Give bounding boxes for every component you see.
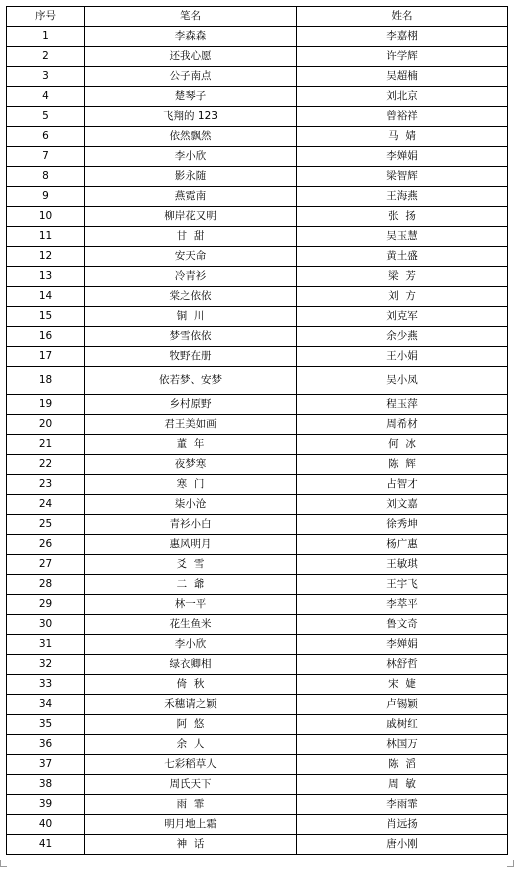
- cell-pen-name: 倚 秋: [85, 675, 297, 695]
- cell-pen-name: 楚琴子: [85, 87, 297, 107]
- cell-pen-name: 影永随: [85, 167, 297, 187]
- cell-pen-name: 余 人: [85, 735, 297, 755]
- table-row: [7, 167, 508, 187]
- table-row: [7, 367, 508, 395]
- table-row: [7, 795, 508, 815]
- cell-pen-name: 神 话: [85, 835, 297, 855]
- cell-index: 33: [7, 675, 85, 695]
- table-row: [7, 735, 508, 755]
- table-header-row: [7, 7, 508, 27]
- table-row: [7, 107, 508, 127]
- cell-real-name: 卢锡颖: [297, 695, 508, 715]
- page-corner-mark-left: [0, 860, 7, 867]
- cell-index: 14: [7, 287, 85, 307]
- table-row: [7, 835, 508, 855]
- cell-index: 1: [7, 27, 85, 47]
- cell-index: 32: [7, 655, 85, 675]
- cell-index: 24: [7, 495, 85, 515]
- cell-index: 5: [7, 107, 85, 127]
- cell-real-name: 王宇飞: [297, 575, 508, 595]
- cell-real-name: 黄土盛: [297, 247, 508, 267]
- table-row: [7, 635, 508, 655]
- cell-real-name: 吴小凤: [297, 367, 508, 395]
- table-row: [7, 307, 508, 327]
- cell-real-name: 张 扬: [297, 207, 508, 227]
- cell-real-name: 林国万: [297, 735, 508, 755]
- cell-index: 4: [7, 87, 85, 107]
- cell-pen-name: 李小欣: [85, 147, 297, 167]
- table-row: [7, 287, 508, 307]
- table-row: [7, 247, 508, 267]
- table-row: [7, 47, 508, 67]
- cell-pen-name: 梦雪依依: [85, 327, 297, 347]
- cell-pen-name: 董 年: [85, 435, 297, 455]
- cell-real-name: 徐秀坤: [297, 515, 508, 535]
- table-row: [7, 187, 508, 207]
- table-row: [7, 327, 508, 347]
- cell-real-name: 吴超楠: [297, 67, 508, 87]
- cell-real-name: 马 婧: [297, 127, 508, 147]
- cell-real-name: 李嘉栩: [297, 27, 508, 47]
- cell-real-name: 刘文嘉: [297, 495, 508, 515]
- cell-pen-name: 冷青衫: [85, 267, 297, 287]
- cell-real-name: 周希材: [297, 415, 508, 435]
- cell-index: 26: [7, 535, 85, 555]
- cell-index: 16: [7, 327, 85, 347]
- cell-pen-name: 依若梦、安梦: [85, 367, 297, 395]
- cell-index: 8: [7, 167, 85, 187]
- cell-real-name: 肖远扬: [297, 815, 508, 835]
- cell-index: 25: [7, 515, 85, 535]
- cell-index: 7: [7, 147, 85, 167]
- cell-real-name: 王海燕: [297, 187, 508, 207]
- cell-real-name: 程玉萍: [297, 395, 508, 415]
- header-pen-name: 笔名: [85, 7, 297, 27]
- table-row: [7, 147, 508, 167]
- cell-index: 21: [7, 435, 85, 455]
- cell-pen-name: 二 爺: [85, 575, 297, 595]
- cell-pen-name: 柒小沧: [85, 495, 297, 515]
- cell-index: 18: [7, 367, 85, 395]
- pen-name-table: [6, 6, 508, 855]
- cell-index: 10: [7, 207, 85, 227]
- cell-pen-name: 飞翔的 123: [85, 107, 297, 127]
- cell-pen-name: 周氏天下: [85, 775, 297, 795]
- table-row: [7, 575, 508, 595]
- table-row: [7, 415, 508, 435]
- table-row: [7, 27, 508, 47]
- table-row: [7, 435, 508, 455]
- header-index: 序号: [7, 7, 85, 27]
- cell-real-name: 占智才: [297, 475, 508, 495]
- cell-index: 11: [7, 227, 85, 247]
- cell-index: 23: [7, 475, 85, 495]
- cell-pen-name: 花生鱼米: [85, 615, 297, 635]
- cell-real-name: 曾裕祥: [297, 107, 508, 127]
- cell-real-name: 梁 芳: [297, 267, 508, 287]
- cell-real-name: 林舒哲: [297, 655, 508, 675]
- cell-real-name: 许学辉: [297, 47, 508, 67]
- cell-real-name: 李婵娟: [297, 635, 508, 655]
- cell-pen-name: 绿衣卿相: [85, 655, 297, 675]
- table-row: [7, 595, 508, 615]
- table-row: [7, 755, 508, 775]
- table-row: [7, 695, 508, 715]
- cell-index: 22: [7, 455, 85, 475]
- cell-real-name: 鲁文奇: [297, 615, 508, 635]
- header-real-name: 姓名: [297, 7, 508, 27]
- cell-real-name: 刘克军: [297, 307, 508, 327]
- cell-real-name: 陈 滔: [297, 755, 508, 775]
- table-row: [7, 555, 508, 575]
- table-row: [7, 615, 508, 635]
- cell-real-name: 吴玉慧: [297, 227, 508, 247]
- cell-index: 35: [7, 715, 85, 735]
- table-row: [7, 67, 508, 87]
- table-row: [7, 87, 508, 107]
- cell-index: 31: [7, 635, 85, 655]
- cell-pen-name: 明月地上霜: [85, 815, 297, 835]
- cell-pen-name: 还我心愿: [85, 47, 297, 67]
- cell-pen-name: 依然飘然: [85, 127, 297, 147]
- cell-pen-name: 雨 霏: [85, 795, 297, 815]
- cell-pen-name: 阿 悠: [85, 715, 297, 735]
- cell-real-name: 何 冰: [297, 435, 508, 455]
- cell-real-name: 李婵娟: [297, 147, 508, 167]
- table-row: [7, 127, 508, 147]
- cell-pen-name: 惠风明月: [85, 535, 297, 555]
- cell-pen-name: 棠之依依: [85, 287, 297, 307]
- cell-pen-name: 铜 川: [85, 307, 297, 327]
- cell-index: 13: [7, 267, 85, 287]
- table-row: [7, 675, 508, 695]
- cell-index: 15: [7, 307, 85, 327]
- cell-real-name: 戚树红: [297, 715, 508, 735]
- cell-real-name: 杨广惠: [297, 535, 508, 555]
- cell-index: 41: [7, 835, 85, 855]
- cell-index: 17: [7, 347, 85, 367]
- cell-index: 37: [7, 755, 85, 775]
- cell-index: 3: [7, 67, 85, 87]
- cell-real-name: 王小娟: [297, 347, 508, 367]
- document-page: [6, 6, 508, 855]
- cell-pen-name: 七彩稻草人: [85, 755, 297, 775]
- table-row: [7, 655, 508, 675]
- cell-index: 34: [7, 695, 85, 715]
- cell-pen-name: 燕霓南: [85, 187, 297, 207]
- cell-pen-name: 牧野在册: [85, 347, 297, 367]
- cell-real-name: 余少燕: [297, 327, 508, 347]
- cell-pen-name: 夜梦寒: [85, 455, 297, 475]
- table-row: [7, 775, 508, 795]
- cell-pen-name: 林一平: [85, 595, 297, 615]
- table-row: [7, 455, 508, 475]
- cell-pen-name: 禾穗请之颖: [85, 695, 297, 715]
- table-row: [7, 475, 508, 495]
- cell-pen-name: 青衫小白: [85, 515, 297, 535]
- cell-real-name: 刘北京: [297, 87, 508, 107]
- cell-index: 28: [7, 575, 85, 595]
- page-corner-mark-right: [507, 860, 514, 867]
- table-row: [7, 267, 508, 287]
- cell-real-name: 王敏琪: [297, 555, 508, 575]
- cell-real-name: 陈 辉: [297, 455, 508, 475]
- cell-index: 27: [7, 555, 85, 575]
- cell-index: 19: [7, 395, 85, 415]
- cell-real-name: 唐小刚: [297, 835, 508, 855]
- table-body: [7, 27, 508, 855]
- cell-real-name: 刘 方: [297, 287, 508, 307]
- cell-pen-name: 寒 门: [85, 475, 297, 495]
- cell-pen-name: 君王美如画: [85, 415, 297, 435]
- table-row: [7, 347, 508, 367]
- table-row: [7, 395, 508, 415]
- cell-pen-name: 乡村原野: [85, 395, 297, 415]
- cell-real-name: 李雨霏: [297, 795, 508, 815]
- cell-pen-name: 安天命: [85, 247, 297, 267]
- table-row: [7, 495, 508, 515]
- table-row: [7, 715, 508, 735]
- cell-index: 20: [7, 415, 85, 435]
- cell-index: 39: [7, 795, 85, 815]
- table-row: [7, 227, 508, 247]
- cell-index: 40: [7, 815, 85, 835]
- cell-index: 12: [7, 247, 85, 267]
- cell-index: 30: [7, 615, 85, 635]
- cell-real-name: 李萃平: [297, 595, 508, 615]
- cell-index: 9: [7, 187, 85, 207]
- table-row: [7, 535, 508, 555]
- table-row: [7, 515, 508, 535]
- cell-pen-name: 李森森: [85, 27, 297, 47]
- cell-index: 6: [7, 127, 85, 147]
- table-row: [7, 815, 508, 835]
- cell-pen-name: 甘 甜: [85, 227, 297, 247]
- cell-pen-name: 爻 雪: [85, 555, 297, 575]
- cell-real-name: 宋 婕: [297, 675, 508, 695]
- cell-index: 29: [7, 595, 85, 615]
- cell-real-name: 周 敏: [297, 775, 508, 795]
- cell-pen-name: 李小欣: [85, 635, 297, 655]
- cell-index: 36: [7, 735, 85, 755]
- cell-index: 2: [7, 47, 85, 67]
- cell-pen-name: 公子南点: [85, 67, 297, 87]
- table-row: [7, 207, 508, 227]
- cell-pen-name: 柳岸花又明: [85, 207, 297, 227]
- cell-real-name: 梁智辉: [297, 167, 508, 187]
- cell-index: 38: [7, 775, 85, 795]
